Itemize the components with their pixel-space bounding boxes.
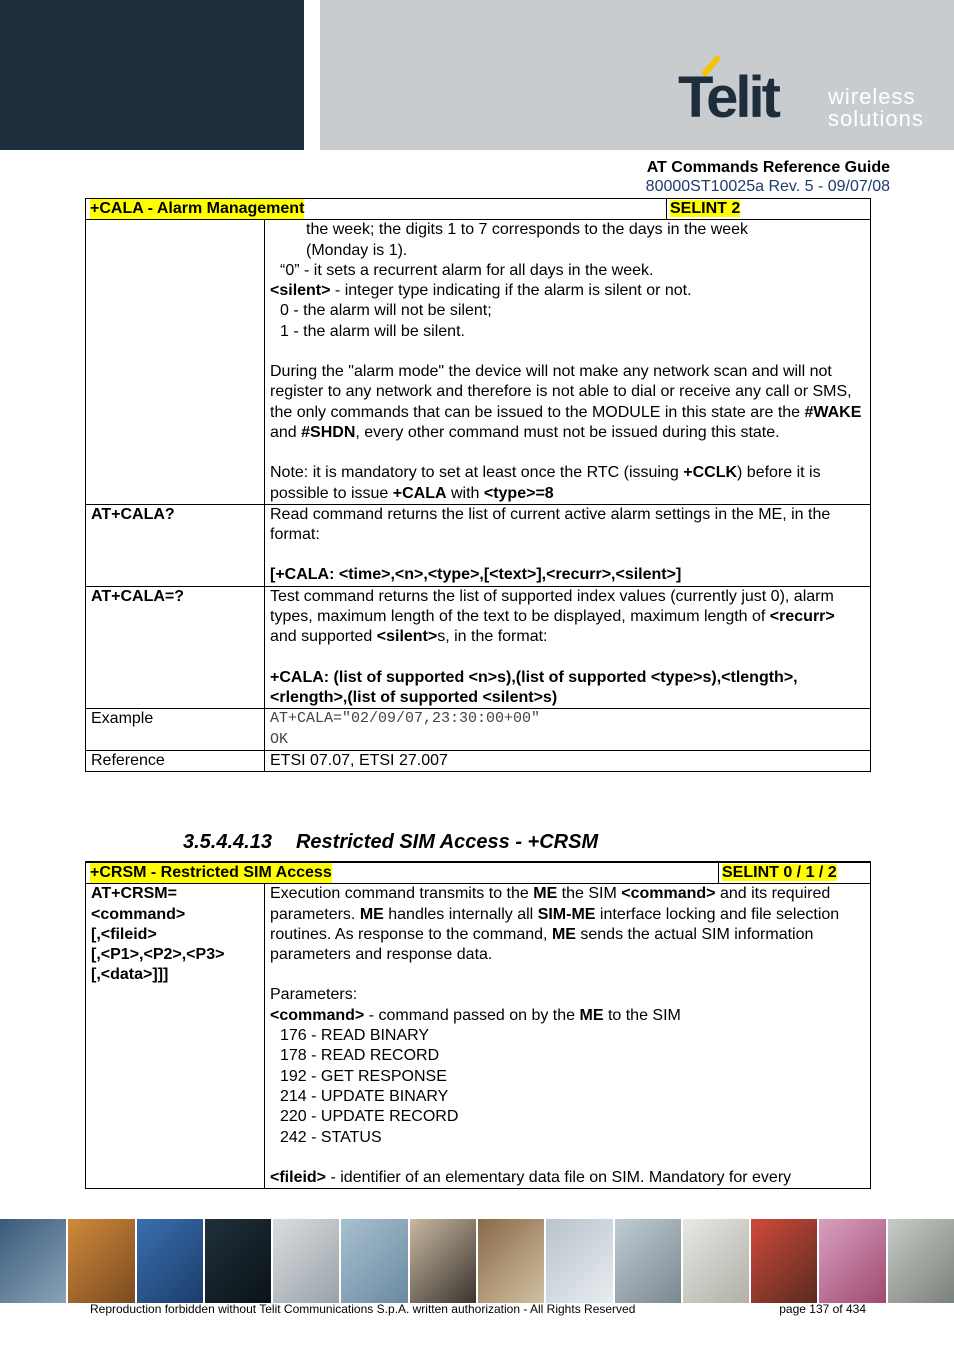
crsm-exec-row: AT+CRSM= <command> [,<fileid> [,<P1>,<P2>,<P3> [,<data>]]] Execution command transmits to the ME the SIM <command> and its required parameters. ME handles internally all SIM-ME interface locking and file selection routines. As response to the command, ME sends the actual SIM information parameters and response data. Parameters: <command> - command passed on by the ME to the SIM 176 - READ BINARY 178 - READ RECORD 192 - GET RESPONSE 214 - UPDATE BINARY 220 - UPDATE RECORD 242 - STATUS <fileid> - identifier of an elementary data file on SIM. Mandatory for every <box>86 884 871 1189</box>
cala-reference-value: ETSI 07.07, ETSI 27.007 <box>265 750 871 771</box>
photo-tile <box>0 1219 66 1303</box>
footer-photo-strip <box>0 1219 954 1303</box>
photo-tile <box>410 1219 476 1303</box>
photo-tile <box>819 1219 885 1303</box>
photo-tile <box>478 1219 544 1303</box>
section-title: Restricted SIM Access - +CRSM <box>295 831 599 853</box>
cala-selint: SELINT 2 <box>670 200 741 217</box>
cala-title-row <box>86 199 871 220</box>
section-heading <box>183 831 622 854</box>
command-code-item: 176 - READ BINARY <box>280 1027 430 1045</box>
cala-read-row: AT+CALA? Read command returns the list of current active alarm settings in the ME, in the format: [+CALA: <time>,<n>,<type>,[<text>],<recurr>,<silent>] <box>86 504 871 586</box>
command-code-item: 214 - UPDATE BINARY <box>280 1087 449 1105</box>
logo-tagline-2: solutions <box>828 106 924 131</box>
example-line-1: AT+CALA="02/09/07,23:30:00+00" <box>270 710 541 728</box>
photo-tile <box>751 1219 817 1303</box>
cala-table <box>85 198 871 772</box>
command-code-item: 192 - GET RESPONSE <box>280 1067 447 1085</box>
page-number: page 137 of 434 <box>779 1302 866 1316</box>
telit-logo <box>676 50 936 130</box>
photo-tile <box>137 1219 203 1303</box>
photo-tile <box>68 1219 134 1303</box>
photo-tile <box>615 1219 681 1303</box>
cala-test-format: +CALA: (list of supported <n>s),(list of supported <type>s),<tlength>,<rlength>,(list of supported <silent>s) <box>270 668 798 706</box>
rtc-note-paragraph: Note: it is mandatory to set at least once the RTC (issuing +CCLK) before it is possible to issue +CALA with <type>=8 <box>270 464 821 502</box>
command-code-item: 242 - STATUS <box>280 1128 382 1146</box>
crsm-title: +CRSM - Restricted SIM Access <box>90 863 332 883</box>
cala-read-command: AT+CALA? <box>86 504 265 586</box>
logo-tagline-1: wireless <box>828 84 916 109</box>
crsm-command-syntax: AT+CRSM= <command> [,<fileid> [,<P1>,<P2>,<P3> [,<data>]]] <box>86 884 265 1189</box>
cala-test-command: AT+CALA=? <box>86 586 265 708</box>
command-code-item: 178 - READ RECORD <box>280 1047 440 1065</box>
cala-continuation-row <box>86 220 871 505</box>
header-dark-block <box>0 0 304 150</box>
command-code-item: 220 - UPDATE RECORD <box>280 1108 459 1126</box>
cala-read-format: [+CALA: <time>,<n>,<type>,[<text>],<recurr>,<silent>] <box>270 566 682 584</box>
copyright-notice: Reproduction forbidden without Telit Communications S.p.A. written authorization - All Rights Reserved <box>90 1302 636 1316</box>
page-footer <box>90 1302 870 1316</box>
cala-title: +CALA - Alarm Management <box>90 199 304 219</box>
logo-wordmark: Telit <box>678 65 778 130</box>
document-title: AT Commands Reference Guide <box>646 159 890 176</box>
document-revision: 80000ST10025a Rev. 5 - 09/07/08 <box>645 178 890 195</box>
alarm-mode-paragraph: During the "alarm mode" the device will not make any network scan and will not register to any network and therefore is not able to dial or receive any call or SMS, the only commands that can be issued to the MODULE in this state are the #WAKE and #SHDN, every other command must not be issued during this state. <box>270 363 862 441</box>
photo-tile <box>341 1219 407 1303</box>
photo-tile <box>205 1219 271 1303</box>
crsm-exec-description: Execution command transmits to the ME the SIM <command> and its required parameters. ME handles internally all SIM-ME interface locking and file selection routines. As response to the command, ME sends the actual SIM information parameters and response data. <box>270 885 840 964</box>
crsm-selint: SELINT 0 / 1 / 2 <box>722 864 837 881</box>
cala-example-row: Example AT+CALA="02/09/07,23:30:00+00" OK <box>86 709 871 751</box>
photo-tile <box>683 1219 749 1303</box>
section-number: 3.5.4.4.13 <box>183 831 272 853</box>
cala-continuation-cell: the week; the digits 1 to 7 corresponds to the days in the week (Monday is 1). “0” - it sets a recurrent alarm for all days in the week. <silent> - integer type indicating if the alarm is silent or not. 0 - the alarm will not be silent; 1 - the alarm will be silent. During the "alarm mode" the device will not make any network scan and will not register to any network and therefore is not able to dial or receive any call or SMS, the only commands that can be issued to the MODULE in this state are the #WAKE and #SHDN, every other command must not be issued during this state. Note: it is mandatory to set at least once the RTC (issuing +CCLK) before it is possible to issue +CALA with <type>=8 <box>265 220 871 505</box>
crsm-title-row <box>86 862 871 884</box>
cala-reference-row: Reference ETSI 07.07, ETSI 27.007 <box>86 750 871 771</box>
crsm-table <box>85 861 871 1189</box>
photo-tile <box>546 1219 612 1303</box>
cala-test-row: AT+CALA=? Test command returns the list of supported index values (currently just 0), alarm types, maximum length of the text to be displayed, maximum length of <recurr> and supported <silent>s, in the format: +CALA: (list of supported <n>s),(list of supported <type>s),<tlength>,<rlength>,(list of supported <silent>s) <box>86 586 871 708</box>
photo-tile <box>888 1219 954 1303</box>
example-line-2: OK <box>270 730 289 748</box>
photo-tile <box>273 1219 339 1303</box>
